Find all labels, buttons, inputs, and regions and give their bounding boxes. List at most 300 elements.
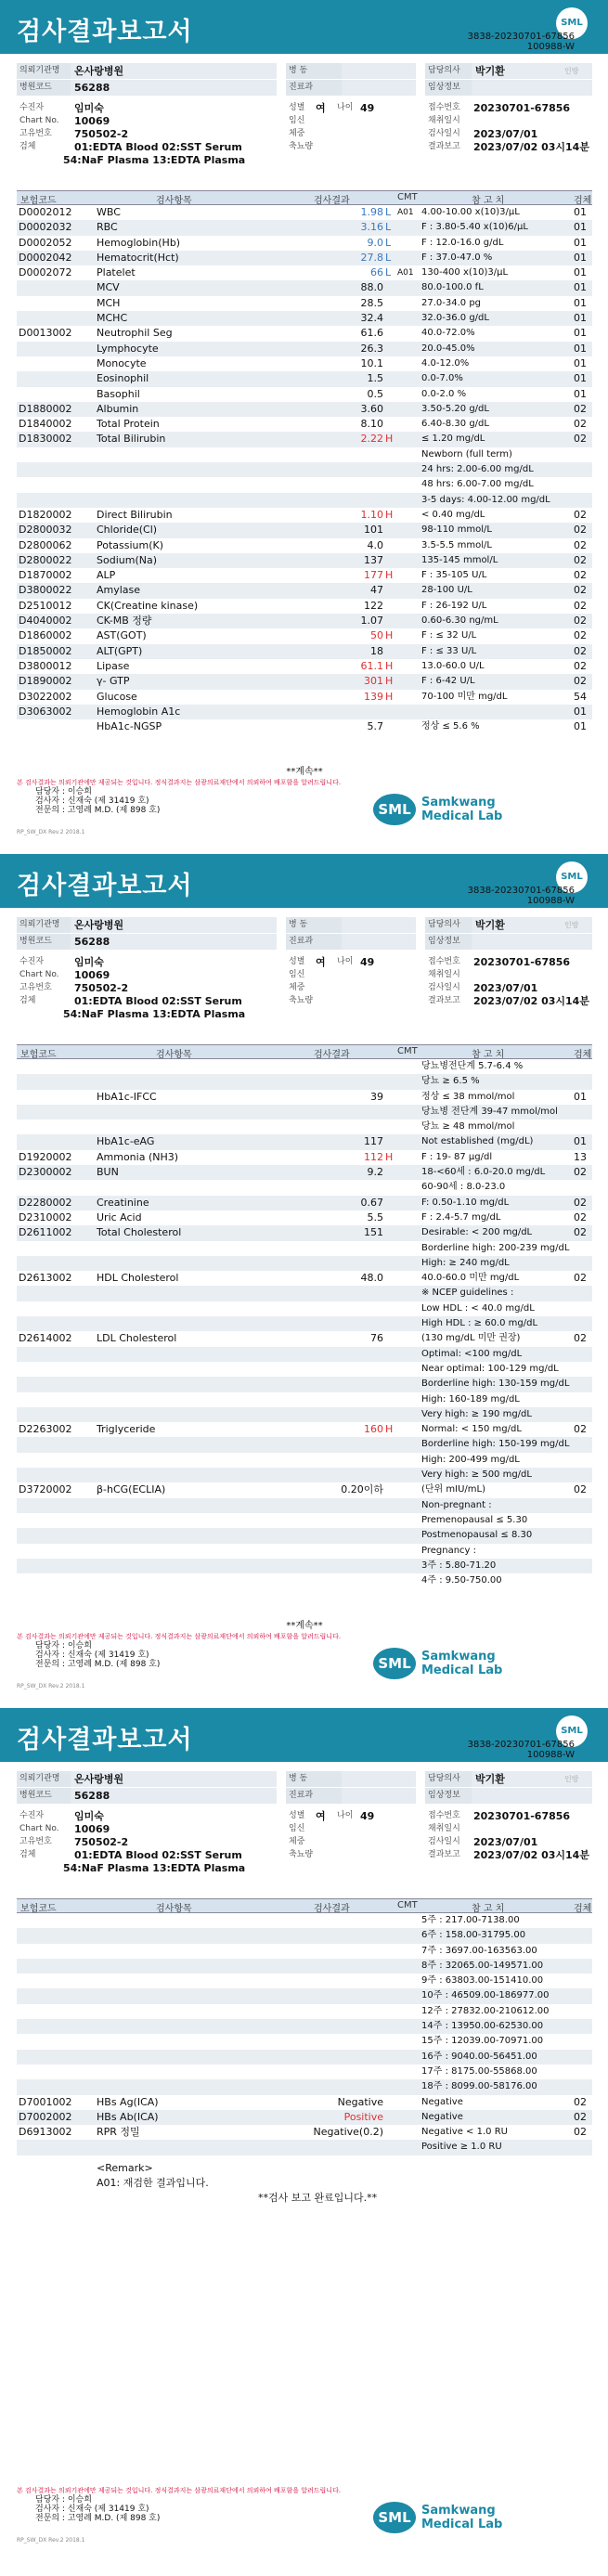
hospital-name: 온사랑병원: [71, 63, 277, 79]
reference-range: Normal: < 150 mg/dL: [421, 1424, 522, 1435]
reference-range: Borderline high: 200-239 mg/dL: [421, 1242, 570, 1253]
specimen-code: 01: [574, 206, 587, 218]
table-row: [17, 1331, 592, 1346]
receipt-number: 20230701-67856: [473, 102, 571, 114]
test-result: Negative(0.2): [313, 2126, 383, 2139]
sml-logo-icon: SML: [373, 2502, 416, 2533]
reference-range: Premenopausal ≤ 5.30: [421, 1514, 528, 1525]
test-result: 50: [370, 629, 383, 642]
specimen-1: 01:EDTA Blood 02:SST Serum: [74, 141, 242, 153]
specimen-code: 02: [574, 675, 587, 688]
result-flag: H: [385, 629, 394, 642]
reference-range: ※ NCEP guidelines :: [421, 1288, 514, 1299]
table-row: [17, 2140, 592, 2155]
reference-range: 14주 : 13950.00-62530.00: [421, 2021, 544, 2032]
patient-info: 의뢰기관명 온사랑병원 병 동 담당의사 박기환 인방 병원코드 56288 진료과 임상정보 수진자 임미숙 성별 여 나이 49 접수번호 20230701-67856 Chart No. 10069 임신 채취일시 고유번호 750502-2 체중 검사일시 2023/07/01 검체 01:EDTA Blood 02:SST Serum 축뇨량 결과보고 2023/07/02 03시14분 54:NaF Plasma 13:EDTA Plasma: [17, 1771, 592, 1883]
table-row: [17, 220, 592, 235]
signers: 담당자 : 이승희 검사자 : 신재숙 (제 31419 호) 전문의 : 고영례 M.D. (제 898 호): [35, 787, 161, 815]
specimen-code: 02: [574, 615, 587, 628]
table-row: [17, 1241, 592, 1256]
report-page-2: [0, 854, 608, 1694]
table-row: [17, 1944, 592, 1959]
table-row: [17, 432, 592, 447]
table-row: [17, 1528, 592, 1543]
table-row: [17, 1959, 592, 1974]
hospital-code: 56288: [71, 80, 277, 96]
table-row: [17, 538, 592, 553]
logo-text: Samkwang Medical Lab: [421, 2504, 503, 2531]
test-name: Amylase: [97, 584, 141, 597]
test-result: 117: [364, 1135, 383, 1148]
result-flag: L: [385, 266, 392, 279]
table-row: [17, 417, 592, 432]
test-result: 8.10: [360, 418, 383, 431]
patient-id: 750502-2: [74, 982, 129, 994]
reference-range: Negative: [421, 2096, 463, 2107]
test-result: 32.4: [360, 312, 383, 325]
specimen-code: 02: [574, 644, 587, 657]
table-row: [17, 2034, 592, 2049]
table-row: [17, 1913, 592, 1928]
specimen-code: 02: [574, 599, 587, 612]
specimen-code: 01: [574, 1090, 587, 1103]
table-row: [17, 371, 592, 386]
reference-range: Near optimal: 100-129 mg/dL: [421, 1363, 559, 1374]
insurance-code: D2510012: [19, 599, 72, 612]
patient-id: 750502-2: [74, 128, 129, 140]
reference-range: 32.0-36.0 g/dL: [421, 313, 489, 324]
table-row: [17, 1090, 592, 1105]
reference-range: ≤ 1.20 mg/dL: [421, 434, 485, 445]
insurance-code: D2280002: [19, 1196, 72, 1209]
insurance-code: D0002072: [19, 266, 72, 279]
doc-code: RP_SW_DX Rev.2 2018.1: [17, 1683, 85, 1689]
test-date: 2023/07/01: [473, 128, 538, 140]
reference-range: Non-pregnant :: [421, 1499, 492, 1510]
specimen-code: 02: [574, 1423, 587, 1436]
insurance-code: D7001002: [19, 2095, 72, 2108]
reference-range: Optimal: <100 mg/dL: [421, 1348, 523, 1359]
comment-code: A01: [397, 208, 414, 217]
table-body: [17, 1913, 592, 2155]
insurance-code: D1860002: [19, 629, 72, 642]
table-row: [17, 719, 592, 734]
table-row: [17, 2065, 592, 2079]
reference-range: 8주 : 32065.00-149571.00: [421, 1960, 544, 1971]
specimen-code: 02: [574, 2095, 587, 2108]
insurance-code: D3720002: [19, 1483, 72, 1496]
doc-code: RP_SW_DX Rev.2 2018.1: [17, 2537, 85, 2544]
reference-range: Borderline high: 150-199 mg/dL: [421, 1439, 570, 1450]
reference-range: 당뇨 ≥ 6.5 %: [421, 1076, 480, 1087]
specimen-code: 02: [574, 659, 587, 672]
test-result: 9.2: [367, 1166, 383, 1179]
reference-range: 4.0-12.0%: [421, 357, 470, 369]
specimen-code: 13: [574, 1150, 587, 1163]
test-name: RBC: [97, 221, 118, 234]
patient-age: 49: [360, 102, 375, 114]
table-row: [17, 402, 592, 417]
reference-range: Not established (mg/dL): [421, 1136, 534, 1147]
specimen-code: 01: [574, 1135, 587, 1148]
reference-range: Negative < 1.0 RU: [421, 2127, 508, 2138]
report-id: 3838-20230701-67856 100988-W: [467, 886, 575, 906]
test-result: 0.20이하: [341, 1483, 383, 1496]
reference-range: High: 200-499 mg/dL: [421, 1454, 520, 1465]
report-date: 2023/07/02 03시14분: [473, 995, 589, 1007]
specimen-code: 02: [574, 433, 587, 446]
table-row: [17, 1573, 592, 1588]
reference-range: 3-5 days: 4.00-12.00 mg/dL: [421, 494, 550, 505]
result-flag: H: [385, 1150, 394, 1163]
hospital-code: 56288: [71, 934, 277, 950]
reference-range: Postmenopausal ≤ 8.30: [421, 1530, 533, 1541]
reference-range: 당뇨병 전단계 39-47 mmol/mol: [421, 1106, 558, 1117]
reference-range: 18-<60세 : 6.0-20.0 mg/dL: [421, 1167, 546, 1178]
test-name: Hemoglobin(Hb): [97, 236, 181, 249]
test-name: HDL Cholesterol: [97, 1272, 179, 1285]
table-row: [17, 280, 592, 295]
test-name: Total Cholesterol: [97, 1226, 182, 1239]
results-table: [17, 190, 592, 734]
insurance-code: D0002032: [19, 221, 72, 234]
table-row: [17, 311, 592, 326]
specimen-code: 02: [574, 524, 587, 537]
insurance-code: D2263002: [19, 1423, 72, 1436]
test-name: HbA1c-IFCC: [97, 1090, 157, 1103]
insurance-code: D3800022: [19, 584, 72, 597]
reference-range: 15주 : 12039.00-70971.00: [421, 2036, 544, 2047]
patient-name: 임미숙: [74, 1810, 104, 1822]
patient-age: 49: [360, 1810, 375, 1822]
completed-label: **검사 보고 완료입니다.**: [258, 2192, 378, 2205]
table-row: [17, 1974, 592, 1988]
result-flag: H: [385, 1423, 394, 1436]
insurance-code: D1920002: [19, 1150, 72, 1163]
reference-range: 12주 : 27832.00-210612.00: [421, 2005, 550, 2016]
test-name: Platelet: [97, 266, 136, 279]
table-row: [17, 2050, 592, 2065]
test-result: 66: [370, 266, 383, 279]
test-result: 1.5: [367, 372, 383, 385]
reference-range: High HDL : ≥ 60.0 mg/dL: [421, 1318, 538, 1329]
specimen-code: 01: [574, 327, 587, 340]
test-name: Chloride(Cl): [97, 524, 158, 537]
reference-range: Newborn (full term): [421, 448, 512, 460]
reference-range: 0.0-7.0%: [421, 373, 463, 384]
test-result: 27.8: [360, 251, 383, 264]
test-result: 112: [364, 1150, 383, 1163]
reference-range: Negative: [421, 2111, 463, 2122]
table-row: [17, 659, 592, 674]
reference-range: 80.0-100.0 fL: [421, 282, 484, 293]
table-row: [17, 1271, 592, 1286]
reference-range: F : ≤ 33 U/L: [421, 645, 477, 656]
insurance-code: D0002042: [19, 251, 72, 264]
test-result: 26.3: [360, 342, 383, 355]
report-id: 3838-20230701-67856 100988-W: [467, 32, 575, 52]
test-name: Creatinine: [97, 1196, 149, 1209]
test-name: Ammonia (NH3): [97, 1150, 179, 1163]
insurance-code: D2800062: [19, 538, 72, 551]
specimen-code: 01: [574, 236, 587, 249]
test-name: Monocyte: [97, 356, 147, 369]
results-table: [17, 1898, 592, 2207]
test-name: BUN: [97, 1166, 119, 1179]
reference-range: < 0.40 mg/dL: [421, 509, 485, 520]
table-header: 보험코드 검사항목 검사결과 CMT 참 고 치 검체: [17, 1044, 592, 1059]
test-result: 4.0: [367, 538, 383, 551]
result-flag: H: [385, 569, 394, 582]
patient-name: 임미숙: [74, 102, 104, 114]
reference-range: 0.60-6.30 ng/mL: [421, 615, 498, 627]
table-row: [17, 2125, 592, 2140]
test-result: 0.67: [360, 1196, 383, 1209]
reference-range: Low HDL : < 40.0 mg/dL: [421, 1302, 535, 1314]
table-row: [17, 614, 592, 628]
table-header: 보험코드 검사항목 검사결과 CMT 참 고 치 검체: [17, 1898, 592, 1913]
table-row: [17, 1316, 592, 1331]
test-result: 2.22: [360, 433, 383, 446]
report-date: 2023/07/02 03시14분: [473, 1849, 589, 1861]
reference-range: F : ≤ 32 U/L: [421, 630, 477, 641]
table-row: [17, 1196, 592, 1210]
test-name: AST(GOT): [97, 629, 147, 642]
specimen-code: 02: [574, 2126, 587, 2139]
reference-range: 10주 : 46509.00-186977.00: [421, 1990, 550, 2001]
test-result: 76: [370, 1332, 383, 1345]
comment-code: A01: [397, 268, 414, 278]
doctor-name: 박기환: [472, 1771, 592, 1787]
reference-range: 60-90세 : 8.0-23.0: [421, 1182, 506, 1193]
specimen-1: 01:EDTA Blood 02:SST Serum: [74, 995, 242, 1007]
reference-range: 당뇨병전단계 5.7-6.4 %: [421, 1061, 524, 1071]
reference-range: F : 19- 87 μg/dl: [421, 1151, 493, 1162]
remark-label: <Remark>: [97, 2161, 153, 2174]
signers: 담당자 : 이승희 검사자 : 신재숙 (제 31419 호) 전문의 : 고영례 M.D. (제 898 호): [35, 1641, 161, 1669]
table-row: [17, 1120, 592, 1134]
chart-number: 10069: [74, 1823, 110, 1835]
test-name: MCV: [97, 281, 120, 294]
reference-range: 40.0-60.0 미만 mg/dL: [421, 1273, 520, 1284]
reference-range: High: ≥ 240 mg/dL: [421, 1257, 510, 1268]
table-row: [17, 1559, 592, 1573]
specimen-code: 01: [574, 705, 587, 718]
logo-text: Samkwang Medical Lab: [421, 796, 503, 823]
insurance-code: D1890002: [19, 675, 72, 688]
specimen-code: 02: [574, 1210, 587, 1223]
specimen-1: 01:EDTA Blood 02:SST Serum: [74, 1849, 242, 1861]
reference-range: 4.00-10.00 x(10)3/μL: [421, 207, 520, 217]
report-page-3: [0, 1708, 608, 2548]
reference-range: 17주 : 8175.00-55868.00: [421, 2065, 537, 2077]
test-result: 1.07: [360, 615, 383, 628]
reference-range: Desirable: < 200 mg/dL: [421, 1227, 533, 1238]
test-result: 301: [364, 675, 383, 688]
sml-badge-icon: SML: [556, 1715, 588, 1747]
reference-range: Very high: ≥ 500 mg/dL: [421, 1469, 532, 1481]
test-result: 1.10: [360, 508, 383, 521]
specimen-code: 02: [574, 1272, 587, 1285]
hospital-code: 56288: [71, 1788, 277, 1804]
table-row: [17, 477, 592, 492]
table-row: [17, 1513, 592, 1528]
reference-range: 4주 : 9.50-750.00: [421, 1575, 502, 1586]
hospital-name: 온사랑병원: [71, 1771, 277, 1787]
test-name: β-hCG(ECLIA): [97, 1483, 166, 1496]
test-result: 18: [370, 644, 383, 657]
table-row: [17, 1468, 592, 1482]
reference-range: 16주 : 9040.00-56451.00: [421, 2051, 537, 2062]
test-name: γ- GTP: [97, 675, 130, 688]
report-header: [0, 854, 608, 908]
table-row: [17, 1180, 592, 1195]
reference-range: 70-100 미만 mg/dL: [421, 691, 508, 702]
test-name: Eosinophil: [97, 372, 149, 385]
test-name: Triglyceride: [97, 1423, 156, 1436]
insurance-code: D1830002: [19, 433, 72, 446]
table-row: [17, 568, 592, 583]
test-result: Negative: [337, 2095, 383, 2108]
test-name: CK-MB 정량: [97, 615, 152, 628]
specimen-2: 54:NaF Plasma 13:EDTA Plasma: [63, 154, 246, 166]
specimen-code: 01: [574, 251, 587, 264]
test-name: WBC: [97, 206, 121, 218]
table-row: [17, 690, 592, 705]
patient-sex: 여: [316, 956, 326, 968]
reference-range: F : 6-42 U/L: [421, 676, 475, 687]
table-header: 보험코드 검사항목 검사결과 CMT 참 고 치 검체: [17, 190, 592, 205]
specimen-code: 01: [574, 312, 587, 325]
specimen-code: 01: [574, 266, 587, 279]
specimen-code: 01: [574, 296, 587, 309]
chart-number: 10069: [74, 115, 110, 127]
insurance-code: D1840002: [19, 418, 72, 431]
patient-info: 의뢰기관명 온사랑병원 병 동 담당의사 박기환 인방 병원코드 56288 진료과 임상정보 수진자 임미숙 성별 여 나이 49 접수번호 20230701-67856 Chart No. 10069 임신 채취일시 고유번호 750502-2 체중 검사일시 2023/07/01 검체 01:EDTA Blood 02:SST Serum 축뇨량 결과보고 2023/07/02 03시14분 54:NaF Plasma 13:EDTA Plasma: [17, 917, 592, 1029]
table-row: [17, 493, 592, 508]
insurance-code: D6913002: [19, 2126, 72, 2139]
table-row: [17, 1482, 592, 1497]
sml-badge-icon: SML: [556, 861, 588, 893]
footer-note: 본 검사결과는 의뢰기관에만 제공되는 것입니다. 정식결과지는 삼광의료재단에서 의뢰하여 배포함을 알려드립니다.: [17, 2487, 342, 2494]
report-title: 검사결과보고서: [17, 18, 193, 46]
insurance-code: D2614002: [19, 1332, 72, 1345]
table-row: [17, 1422, 592, 1437]
table-row: [17, 296, 592, 311]
reference-range: F : 37.0-47.0 %: [421, 252, 493, 263]
table-row: [17, 1988, 592, 2003]
receipt-number: 20230701-67856: [473, 1810, 571, 1822]
reference-range: F : 35-105 U/L: [421, 570, 487, 581]
insurance-code: D3800012: [19, 659, 72, 672]
reference-range: 정상 ≤ 5.6 %: [421, 721, 480, 732]
result-flag: L: [385, 206, 392, 218]
reference-range: 6주 : 158.00-31795.00: [421, 1930, 526, 1941]
report-page-1: [0, 0, 608, 840]
test-name: ALP: [97, 569, 116, 582]
reference-range: F: 0.50-1.10 mg/dL: [421, 1197, 510, 1208]
test-date: 2023/07/01: [473, 982, 538, 994]
test-name: Basophil: [97, 387, 140, 400]
doctor-name: 박기환: [472, 63, 592, 79]
specimen-code: 02: [574, 1332, 587, 1345]
test-name: MCH: [97, 296, 121, 309]
reference-range: Very high: ≥ 190 mg/dL: [421, 1408, 532, 1419]
table-row: [17, 2110, 592, 2125]
signers: 담당자 : 이승희 검사자 : 신재숙 (제 31419 호) 전문의 : 고영례 M.D. (제 898 호): [35, 2495, 161, 2523]
reference-range: 당뇨 ≥ 48 mmol/mol: [421, 1121, 515, 1133]
test-result: Positive: [343, 2110, 383, 2123]
test-result: 1.98: [360, 206, 383, 218]
table-row: [17, 447, 592, 462]
receipt-number: 20230701-67856: [473, 956, 571, 968]
specimen-code: 02: [574, 1226, 587, 1239]
specimen-code: 01: [574, 342, 587, 355]
reference-range: Pregnancy :: [421, 1545, 477, 1556]
specimen-code: 02: [574, 1483, 587, 1496]
result-flag: L: [385, 236, 392, 249]
table-row: [17, 1134, 592, 1149]
specimen-code: 02: [574, 418, 587, 431]
insurance-code: D0002052: [19, 236, 72, 249]
table-row: [17, 251, 592, 265]
specimen-code: 02: [574, 1166, 587, 1179]
test-name: MCHC: [97, 312, 128, 325]
insurance-code: D2800032: [19, 524, 72, 537]
specimen-code: 02: [574, 584, 587, 597]
specimen-code: 01: [574, 372, 587, 385]
test-name: Lymphocyte: [97, 342, 159, 355]
specimen-2: 54:NaF Plasma 13:EDTA Plasma: [63, 1862, 246, 1874]
patient-sex: 여: [316, 102, 326, 114]
table-row: [17, 628, 592, 643]
report-header: [0, 0, 608, 54]
test-name: LDL Cholesterol: [97, 1332, 177, 1345]
specimen-code: 01: [574, 281, 587, 294]
table-row: [17, 1407, 592, 1422]
table-row: [17, 1498, 592, 1513]
table-row: [17, 644, 592, 659]
table-row: [17, 1544, 592, 1559]
table-row: [17, 2095, 592, 2110]
reference-range: 3주 : 5.80-71.20: [421, 1560, 497, 1571]
insurance-code: D2611002: [19, 1226, 72, 1239]
reference-range: 0.0-2.0 %: [421, 388, 467, 399]
test-name: Hematocrit(Hct): [97, 251, 179, 264]
specimen-code: 02: [574, 2110, 587, 2123]
reference-range: 98-110 mmol/L: [421, 524, 492, 536]
report-title: 검사결과보고서: [17, 872, 193, 900]
test-result: 47: [370, 584, 383, 597]
test-result: 3.16: [360, 221, 383, 234]
table-row: [17, 599, 592, 614]
table-row: [17, 2079, 592, 2094]
test-name: RPR 정밀: [97, 2126, 140, 2139]
test-result: 9.0: [367, 236, 383, 249]
specimen-code: 02: [574, 629, 587, 642]
continued-label: **계속**: [286, 767, 323, 777]
footer-note: 본 검사결과는 의뢰기관에만 제공되는 것입니다. 정식결과지는 삼광의료재단에서 의뢰하여 배포함을 알려드립니다.: [17, 1633, 342, 1640]
patient-id: 750502-2: [74, 1836, 129, 1848]
specimen-code: 01: [574, 720, 587, 733]
sml-logo-icon: SML: [373, 794, 416, 825]
reference-range: 48 hrs: 6.00-7.00 mg/dL: [421, 479, 534, 490]
insurance-code: D4040002: [19, 615, 72, 628]
table-row: [17, 1301, 592, 1316]
table-row: [17, 1256, 592, 1271]
result-flag: L: [385, 221, 392, 234]
test-name: Direct Bilirubin: [97, 508, 173, 521]
